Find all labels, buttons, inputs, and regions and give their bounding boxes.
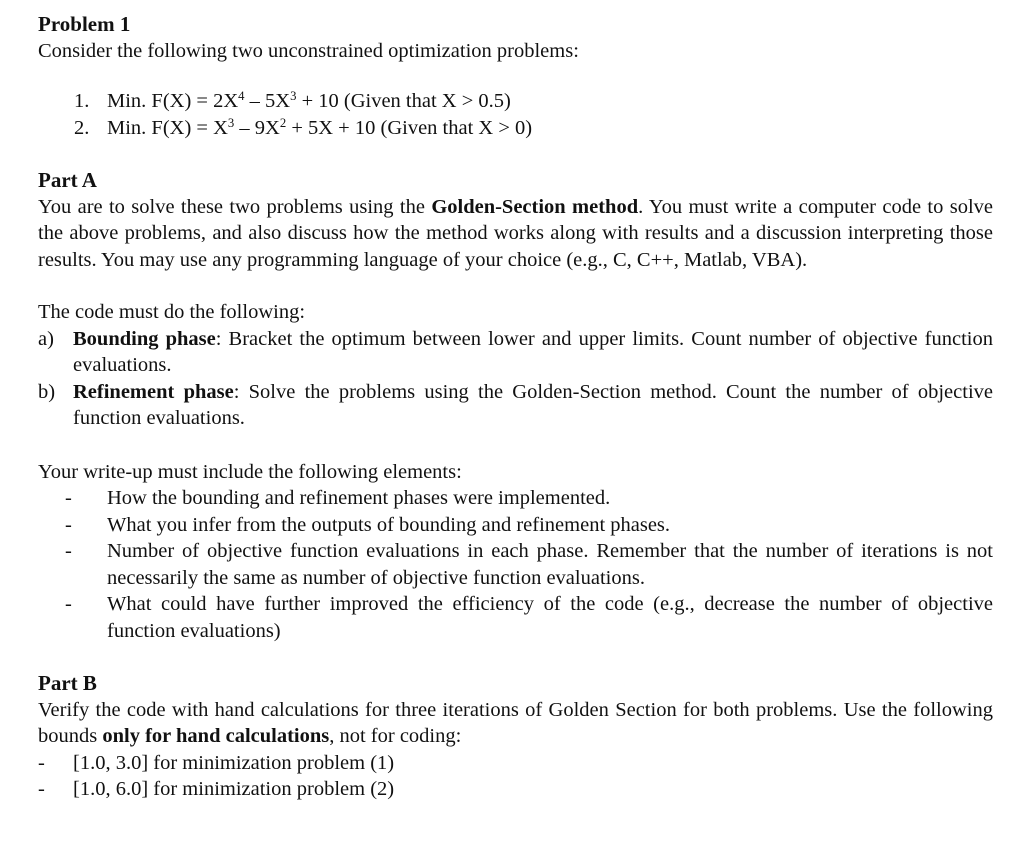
step-label: b) bbox=[38, 380, 56, 403]
bullet-dash: - bbox=[65, 593, 72, 615]
step-item-a bbox=[38, 326, 993, 379]
part-a-title: Part A bbox=[38, 168, 97, 192]
code-intro: The code must do the following: bbox=[38, 301, 306, 323]
bullet-dash: - bbox=[38, 751, 45, 774]
writeup-item: - What could have further improved the efficiency of the code (e.g., decrease the number of objective function evaluations) bbox=[65, 591, 993, 644]
problem-formula: Min. $F(X) = 2X^4 - 5X^3 + 10$ (Given that X > 0.5) bbox=[107, 89, 511, 112]
writeup-intro: Your write-up must include the following elements: bbox=[38, 460, 462, 483]
step-label: a) bbox=[38, 327, 54, 350]
bound-item-1: - [1.0, 3.0] for minimization problem (1) bbox=[38, 750, 993, 777]
bullet-dash: - bbox=[65, 487, 72, 509]
problem-formula: Min. $F(X) = X^3 - 9X^2 + 5X + 10$ (Given that X > 0) bbox=[107, 115, 533, 139]
bound-item-2: - [1.0, 6.0] for minimization problem (2) bbox=[38, 776, 993, 803]
problem-number: 1. bbox=[74, 90, 90, 112]
writeup-item: - How the bounding and refinement phases were implemented. bbox=[65, 485, 993, 512]
bullet-dash: - bbox=[65, 540, 72, 562]
document-page bbox=[38, 11, 993, 803]
writeup-item: - Number of objective function evaluations in each phase. Remember that the number of iterations is not necessarily the same as number of objective function evaluations. bbox=[65, 538, 993, 591]
part-b-paragraph: Verify the code with hand calculations for three iterations of Golden Section for both problems. Use the following bounds only for hand calculations, not for coding: bbox=[38, 698, 993, 747]
bullet-dash: - bbox=[38, 778, 45, 800]
step-item-b bbox=[38, 379, 993, 432]
step-text: Bounding phase: Bracket the optimum between lower and upper limits. Count number of objective function evaluations. bbox=[73, 327, 993, 376]
problem-title: Problem 1 bbox=[38, 12, 131, 36]
problem-item-1 bbox=[74, 88, 993, 115]
intro-text: Consider the following two unconstrained optimization problems: bbox=[38, 39, 579, 62]
bullet-dash: - bbox=[65, 513, 72, 536]
problem-list bbox=[74, 88, 993, 141]
problem-item-2 bbox=[74, 115, 993, 142]
part-b-title: Part B bbox=[38, 671, 97, 695]
writeup-item: - What you infer from the outputs of bounding and refinement phases. bbox=[65, 512, 993, 539]
part-a-paragraph: You are to solve these two problems using the Golden-Section method. You must write a computer code to solve the above problems, and also discuss how the method works along with results and a discussion interpreting those results. You may use any programming language of your choice (e.g., C, C++, Matlab, VBA). bbox=[38, 195, 993, 271]
problem-number: 2. bbox=[74, 116, 90, 139]
step-text: Refinement phase: Solve the problems using the Golden-Section method. Count the number of objective function evaluations. bbox=[73, 380, 993, 429]
